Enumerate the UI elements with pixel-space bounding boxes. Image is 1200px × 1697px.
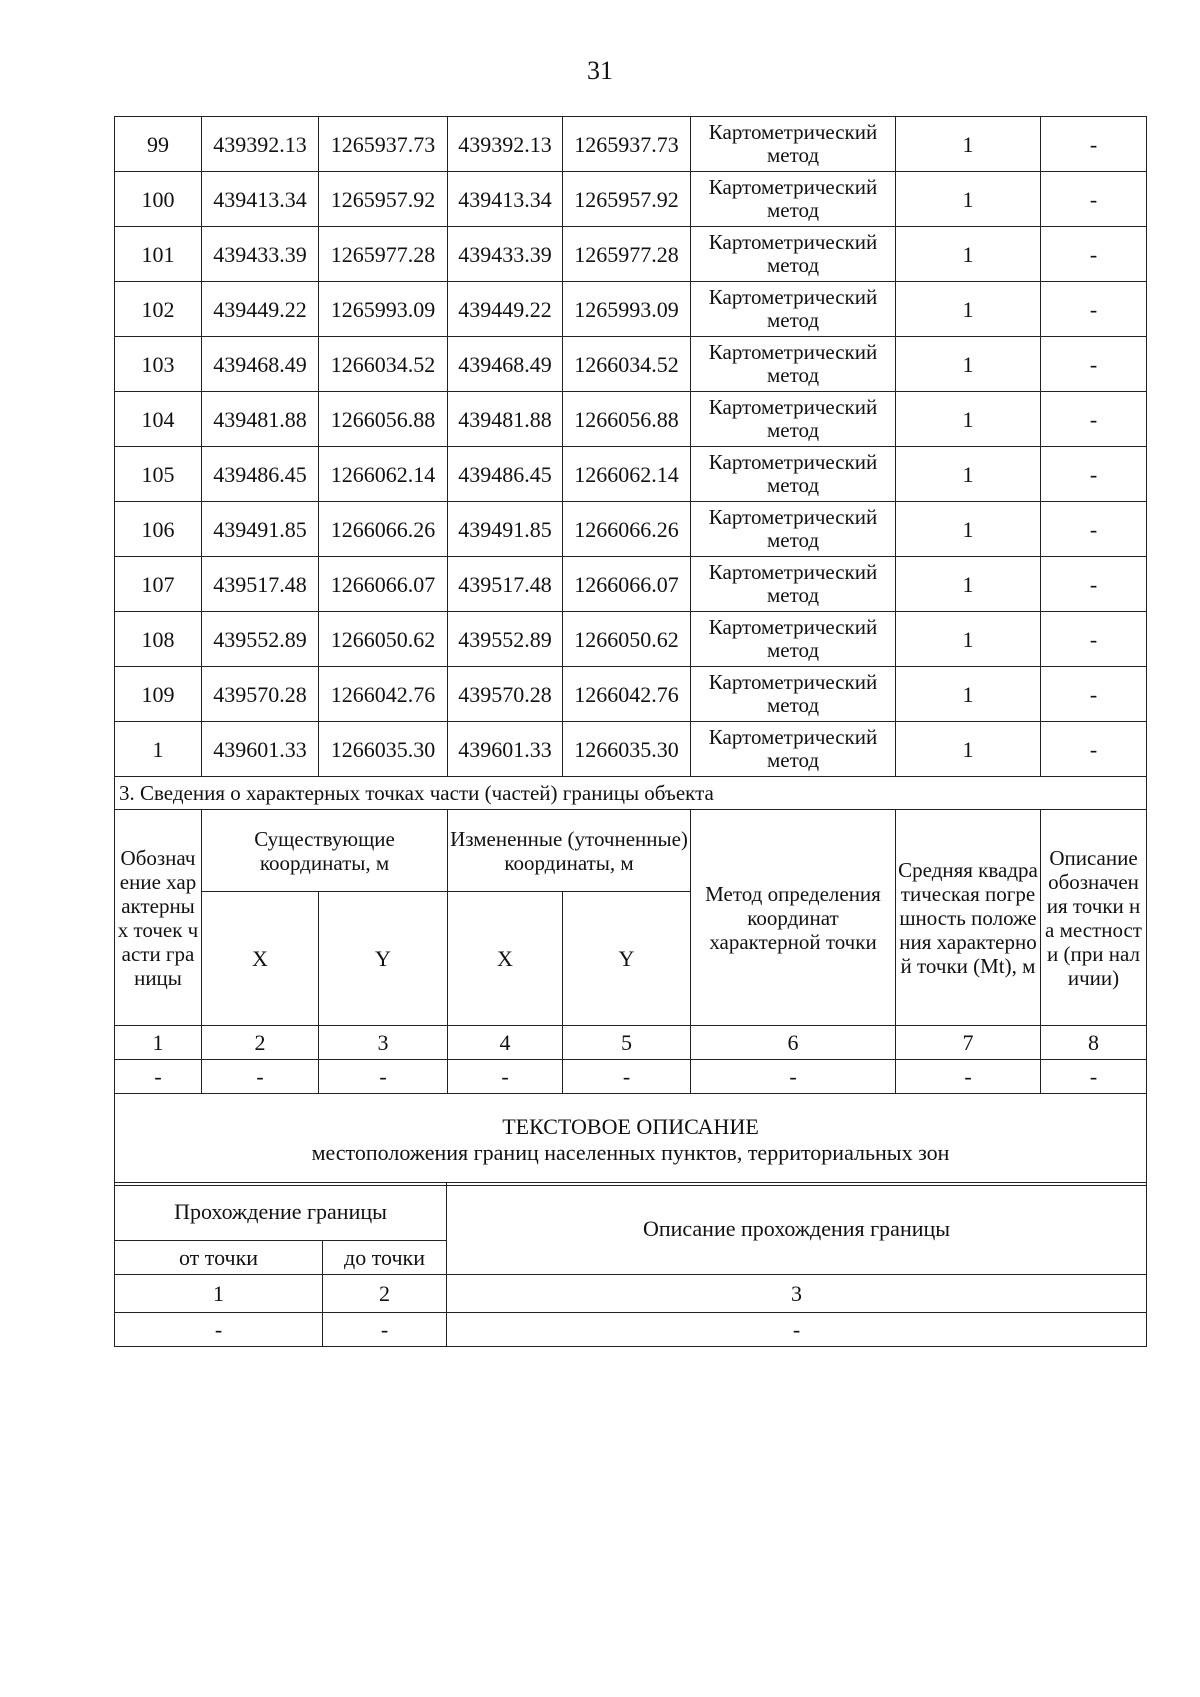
cell-x1: 439468.49: [202, 337, 319, 392]
cell-y1: 1266042.76: [319, 667, 448, 722]
empty-row: [115, 1060, 1147, 1094]
cell-desc: -: [1041, 117, 1147, 172]
col-num: 6: [691, 1026, 896, 1060]
cell-desc: -: [1041, 447, 1147, 502]
table-row: [115, 282, 1147, 337]
cell-y2: 1266035.30: [563, 722, 691, 777]
empty-cell: -: [115, 1060, 202, 1094]
table-row: [115, 337, 1147, 392]
table-row: [115, 612, 1147, 667]
cell-desc: -: [1041, 172, 1147, 227]
cell-y1: 1266034.52: [319, 337, 448, 392]
col-num: 2: [202, 1026, 319, 1060]
cell-point: 108: [115, 612, 202, 667]
cell-desc: -: [1041, 722, 1147, 777]
table-row: [115, 722, 1147, 777]
text-description-title: ТЕКСТОВОЕ ОПИСАНИЕ: [502, 1113, 759, 1139]
cell-mt: 1: [896, 502, 1041, 557]
cell-x1: 439570.28: [202, 667, 319, 722]
cell-y2: 1265977.28: [563, 227, 691, 282]
cell-y2: 1266042.76: [563, 667, 691, 722]
cell-method: Картометрический метод: [691, 667, 896, 722]
cell-y1: 1266066.07: [319, 557, 448, 612]
cell-point: 100: [115, 172, 202, 227]
empty-cell: -: [115, 1313, 323, 1347]
col-num: 1: [115, 1275, 323, 1313]
cell-y1: 1265977.28: [319, 227, 448, 282]
cell-desc: -: [1041, 502, 1147, 557]
text-description-subtitle: местоположения границ населенных пунктов, территориальных зон: [311, 1139, 950, 1165]
cell-point: 102: [115, 282, 202, 337]
cell-x2: 439491.85: [448, 502, 563, 557]
cell-y1: 1265993.09: [319, 282, 448, 337]
header-error-text: Средняя квадратическая погрешность положения характерной точки (Mt), м: [898, 857, 1038, 978]
cell-point: 101: [115, 227, 202, 282]
empty-cell: -: [323, 1313, 447, 1347]
cell-point: 104: [115, 392, 202, 447]
cell-x1: 439552.89: [202, 612, 319, 667]
col-num: 3: [447, 1275, 1147, 1313]
cell-mt: 1: [896, 227, 1041, 282]
header-existing: Существующие координаты, м: [202, 810, 448, 892]
cell-x2: 439517.48: [448, 557, 563, 612]
cell-x2: 439449.22: [448, 282, 563, 337]
cell-desc: -: [1041, 612, 1147, 667]
table-row: [115, 117, 1147, 172]
cell-x1: 439413.34: [202, 172, 319, 227]
cell-y2: 1266034.52: [563, 337, 691, 392]
cell-desc: -: [1041, 667, 1147, 722]
column-numbers-row: [115, 1026, 1147, 1060]
cell-method: Картометрический метод: [691, 502, 896, 557]
empty-cell: -: [448, 1060, 563, 1094]
empty-cell: -: [896, 1060, 1041, 1094]
header-description-text: Описание обозначения точки на местности (при наличии): [1045, 845, 1142, 990]
col-num: 4: [448, 1026, 563, 1060]
cell-method: Картометрический метод: [691, 392, 896, 447]
section-3-title: 3. Сведения о характерных точках части (частей) границы объекта: [115, 777, 1147, 810]
cell-x1: 439601.33: [202, 722, 319, 777]
cell-y1: 1266066.26: [319, 502, 448, 557]
cell-method: Картометрический метод: [691, 447, 896, 502]
cell-x1: 439449.22: [202, 282, 319, 337]
cell-method: Картометрический метод: [691, 612, 896, 667]
cell-x2: 439413.34: [448, 172, 563, 227]
cell-x1: 439486.45: [202, 447, 319, 502]
header-y-existing: Y: [319, 892, 448, 1026]
cell-x2: 439486.45: [448, 447, 563, 502]
col-num: 8: [1041, 1026, 1147, 1060]
col-num: 5: [563, 1026, 691, 1060]
table-row: [115, 227, 1147, 282]
empty-cell: -: [563, 1060, 691, 1094]
cell-mt: 1: [896, 392, 1041, 447]
cell-mt: 1: [896, 447, 1041, 502]
cell-x1: 439491.85: [202, 502, 319, 557]
cell-mt: 1: [896, 612, 1041, 667]
table-row: [115, 447, 1147, 502]
cell-mt: 1: [896, 557, 1041, 612]
cell-y2: 1266050.62: [563, 612, 691, 667]
cell-x1: 439481.88: [202, 392, 319, 447]
cell-x2: 439601.33: [448, 722, 563, 777]
cell-y2: 1266066.26: [563, 502, 691, 557]
empty-cell: -: [691, 1060, 896, 1094]
cell-y2: 1266062.14: [563, 447, 691, 502]
cell-method: Картометрический метод: [691, 557, 896, 612]
cell-x2: 439481.88: [448, 392, 563, 447]
header-x-existing: X: [202, 892, 319, 1026]
cell-x2: 439570.28: [448, 667, 563, 722]
table-row: [115, 502, 1147, 557]
cell-desc: -: [1041, 282, 1147, 337]
cell-method: Картометрический метод: [691, 282, 896, 337]
table-row: [115, 667, 1147, 722]
header-description: [1041, 810, 1147, 1026]
cell-x2: 439552.89: [448, 612, 563, 667]
cell-y2: 1266066.07: [563, 557, 691, 612]
boundary-desc-header: Описание прохождения границы: [447, 1183, 1147, 1275]
cell-method: Картометрический метод: [691, 172, 896, 227]
cell-point: 106: [115, 502, 202, 557]
empty-cell: -: [447, 1313, 1147, 1347]
cell-y1: 1266062.14: [319, 447, 448, 502]
cell-mt: 1: [896, 667, 1041, 722]
cell-point: 107: [115, 557, 202, 612]
cell-y1: 1266056.88: [319, 392, 448, 447]
col-num: 7: [896, 1026, 1041, 1060]
cell-y2: 1266056.88: [563, 392, 691, 447]
cell-point: 109: [115, 667, 202, 722]
cell-x2: 439433.39: [448, 227, 563, 282]
cell-x2: 439392.13: [448, 117, 563, 172]
cell-method: Картометрический метод: [691, 337, 896, 392]
cell-point: 103: [115, 337, 202, 392]
table-row: [115, 172, 1147, 227]
cell-mt: 1: [896, 722, 1041, 777]
cell-y1: 1266050.62: [319, 612, 448, 667]
cell-mt: 1: [896, 282, 1041, 337]
empty-cell: -: [319, 1060, 448, 1094]
boundary-table: [114, 1182, 1147, 1347]
col-num: 1: [115, 1026, 202, 1060]
cell-x1: 439433.39: [202, 227, 319, 282]
header-error: [896, 810, 1041, 1026]
table-row: [115, 557, 1147, 612]
table-row: [115, 392, 1147, 447]
cell-y2: 1265957.92: [563, 172, 691, 227]
cell-mt: 1: [896, 337, 1041, 392]
from-point-header: от точки: [115, 1241, 323, 1275]
empty-cell: -: [1041, 1060, 1147, 1094]
header-y-changed: Y: [563, 892, 691, 1026]
cell-mt: 1: [896, 117, 1041, 172]
cell-mt: 1: [896, 172, 1041, 227]
boundary-pass-header: Прохождение границы: [115, 1183, 447, 1241]
cell-y2: 1265937.73: [563, 117, 691, 172]
cell-desc: -: [1041, 337, 1147, 392]
col-num: 2: [323, 1275, 447, 1313]
cell-method: Картометрический метод: [691, 227, 896, 282]
cell-y2: 1265993.09: [563, 282, 691, 337]
empty-cell: -: [202, 1060, 319, 1094]
col-num: 3: [319, 1026, 448, 1060]
text-description-heading: [115, 1094, 1147, 1186]
cell-x1: 439392.13: [202, 117, 319, 172]
cell-point: 1: [115, 722, 202, 777]
cell-y1: 1265937.73: [319, 117, 448, 172]
cell-y1: 1266035.30: [319, 722, 448, 777]
header-method: Метод определения координат характерной точки: [691, 810, 896, 1026]
header-designation-text: Обозначение характерных точек части границы: [117, 845, 199, 990]
cell-y1: 1265957.92: [319, 172, 448, 227]
cell-x2: 439468.49: [448, 337, 563, 392]
cell-desc: -: [1041, 392, 1147, 447]
coordinates-table: [114, 116, 1147, 1186]
header-x-changed: X: [448, 892, 563, 1026]
cell-desc: -: [1041, 557, 1147, 612]
cell-method: Картометрический метод: [691, 117, 896, 172]
cell-method: Картометрический метод: [691, 722, 896, 777]
to-point-header: до точки: [323, 1241, 447, 1275]
page-number: 31: [587, 56, 613, 85]
header-changed: Измененные (уточненные) координаты, м: [448, 810, 691, 892]
cell-x1: 439517.48: [202, 557, 319, 612]
cell-point: 105: [115, 447, 202, 502]
cell-point: 99: [115, 117, 202, 172]
header-designation: [115, 810, 202, 1026]
cell-desc: -: [1041, 227, 1147, 282]
